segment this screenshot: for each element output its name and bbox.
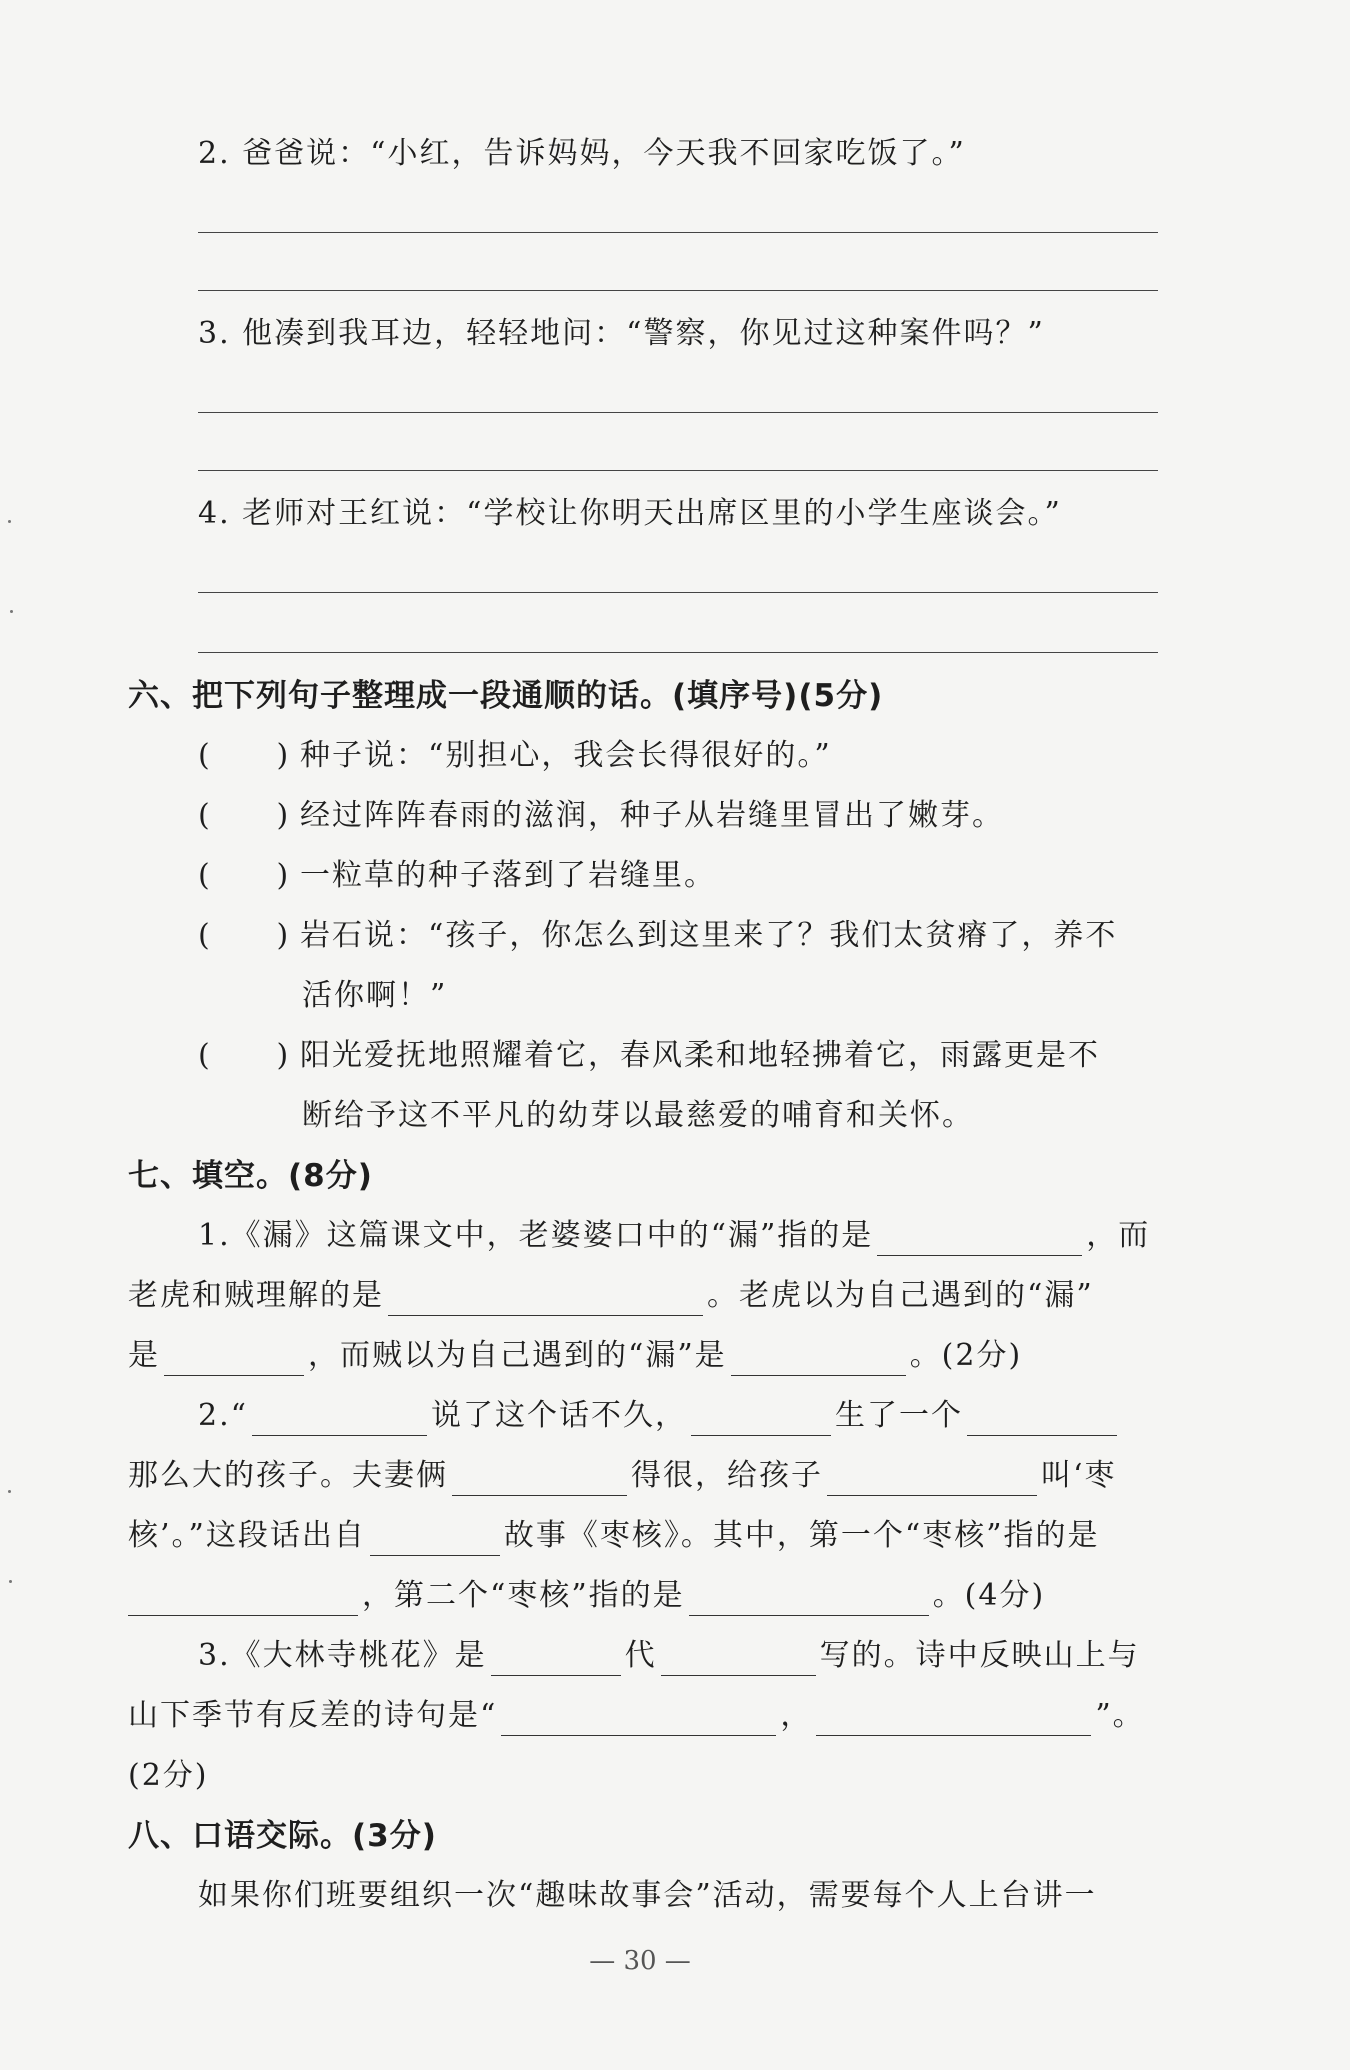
- q8-text: 如果你们班要组织一次“趣味故事会”活动，需要每个人上台讲一: [198, 1878, 1097, 1913]
- q7-p1-line2: [128, 1276, 1094, 1316]
- q7-p1-line3: [128, 1336, 1022, 1376]
- q6-heading: 六、把下列句子整理成一段通顺的话。(填序号)(5分): [128, 678, 884, 714]
- fill-blank[interactable]: [967, 1403, 1117, 1436]
- q8-heading: 八、口语交际。(3分): [128, 1818, 437, 1854]
- fill-blank[interactable]: [661, 1643, 816, 1676]
- q7-p3-line2: [128, 1696, 1145, 1736]
- text: ，而: [1086, 1218, 1151, 1253]
- q6-item: 岩石说：“孩子，你怎么到这里来了？我们太贫瘠了，养不: [300, 918, 1118, 953]
- q7-p2-line2: [128, 1456, 1117, 1496]
- q7-p2-line4: [128, 1576, 1045, 1616]
- order-paren[interactable]: ( ): [198, 1038, 289, 1073]
- text: 故事《枣核》。其中，第一个“枣核”指的是: [503, 1518, 1100, 1553]
- fill-blank[interactable]: [689, 1583, 929, 1616]
- text: ，: [780, 1698, 813, 1733]
- q7-p2-line1: [198, 1396, 1121, 1436]
- fill-blank[interactable]: [731, 1343, 906, 1376]
- text: 说了这个话不久，: [430, 1398, 687, 1433]
- q6-item: 经过阵阵春雨的滋润，种子从岩缝里冒出了嫩芽。: [300, 798, 1004, 833]
- fill-blank[interactable]: [877, 1223, 1082, 1256]
- text: 。(4分): [932, 1578, 1046, 1613]
- page-number: — 30 —: [589, 1946, 691, 1976]
- fill-blank[interactable]: [128, 1583, 358, 1616]
- fill-blank[interactable]: [388, 1283, 703, 1316]
- order-paren[interactable]: ( ): [198, 918, 289, 953]
- text: 写的。诗中反映山上与: [819, 1638, 1140, 1673]
- q7-p3-points: (2分): [128, 1758, 209, 1793]
- text: 1.《漏》这篇课文中，老婆婆口中的“漏”指的是: [198, 1218, 874, 1253]
- answer-line[interactable]: [198, 652, 1158, 653]
- fill-blank[interactable]: [452, 1463, 627, 1496]
- order-paren[interactable]: ( ): [198, 738, 289, 773]
- scan-speck: [8, 1490, 11, 1493]
- fill-blank[interactable]: [164, 1343, 304, 1376]
- q5-sentence-4: 4. 老师对王红说：“学校让你明天出席区里的小学生座谈会。”: [198, 496, 1062, 531]
- fill-blank[interactable]: [691, 1403, 831, 1436]
- q6-item: 阳光爱抚地照耀着它，春风柔和地轻拂着它，雨露更是不: [300, 1038, 1100, 1073]
- fill-blank[interactable]: [816, 1703, 1091, 1736]
- text: 叫‘枣: [1041, 1458, 1117, 1493]
- fill-blank[interactable]: [370, 1523, 500, 1556]
- answer-line[interactable]: [198, 412, 1158, 413]
- q6-item: 一粒草的种子落到了岩缝里。: [300, 858, 716, 893]
- q7-p1-line1: [198, 1216, 1150, 1256]
- text: 得很，给孩子: [631, 1458, 823, 1493]
- text: 。(2分): [909, 1338, 1023, 1373]
- fill-blank[interactable]: [252, 1403, 427, 1436]
- q7-p2-line3: [128, 1516, 1100, 1556]
- text: ，而贼以为自己遇到的“漏”是: [308, 1338, 727, 1373]
- text: 代: [624, 1638, 657, 1673]
- scan-speck: [8, 520, 11, 523]
- q6-item-continuation: 活你啊！”: [302, 978, 448, 1013]
- order-paren[interactable]: ( ): [198, 858, 289, 893]
- q5-sentence-2: 2. 爸爸说：“小红，告诉妈妈，今天我不回家吃饭了。”: [198, 136, 966, 171]
- text: 核’。”这段话出自: [128, 1518, 366, 1553]
- q5-sentence-3: 3. 他凑到我耳边，轻轻地问：“警察，你见过这种案件吗？”: [198, 316, 1045, 351]
- answer-line[interactable]: [198, 290, 1158, 291]
- scan-speck: [9, 1580, 12, 1583]
- scan-speck: [10, 610, 13, 613]
- text: 山下季节有反差的诗句是“: [128, 1698, 498, 1733]
- text: 2.“: [198, 1398, 248, 1433]
- order-paren[interactable]: ( ): [198, 798, 289, 833]
- answer-line[interactable]: [198, 592, 1158, 593]
- text: 生了一个: [834, 1398, 963, 1433]
- q6-item: 种子说：“别担心，我会长得很好的。”: [300, 738, 832, 773]
- text: ”。: [1095, 1698, 1145, 1733]
- text: 是: [128, 1338, 160, 1373]
- fill-blank[interactable]: [827, 1463, 1037, 1496]
- q7-heading: 七、填空。(8分): [128, 1158, 373, 1194]
- text: ，第二个“枣核”指的是: [362, 1578, 685, 1613]
- answer-line[interactable]: [198, 232, 1158, 233]
- q6-item-continuation: 断给予这不平凡的幼芽以最慈爱的哺育和关怀。: [302, 1098, 974, 1133]
- fill-blank[interactable]: [491, 1643, 621, 1676]
- q7-p3-line1: [198, 1636, 1140, 1676]
- text: 那么大的孩子。夫妻俩: [128, 1458, 448, 1493]
- text: 3.《大林寺桃花》是: [198, 1638, 487, 1673]
- text: 老虎和贼理解的是: [128, 1278, 384, 1313]
- answer-line[interactable]: [198, 470, 1158, 471]
- text: 。老虎以为自己遇到的“漏”: [707, 1278, 1094, 1313]
- fill-blank[interactable]: [501, 1703, 776, 1736]
